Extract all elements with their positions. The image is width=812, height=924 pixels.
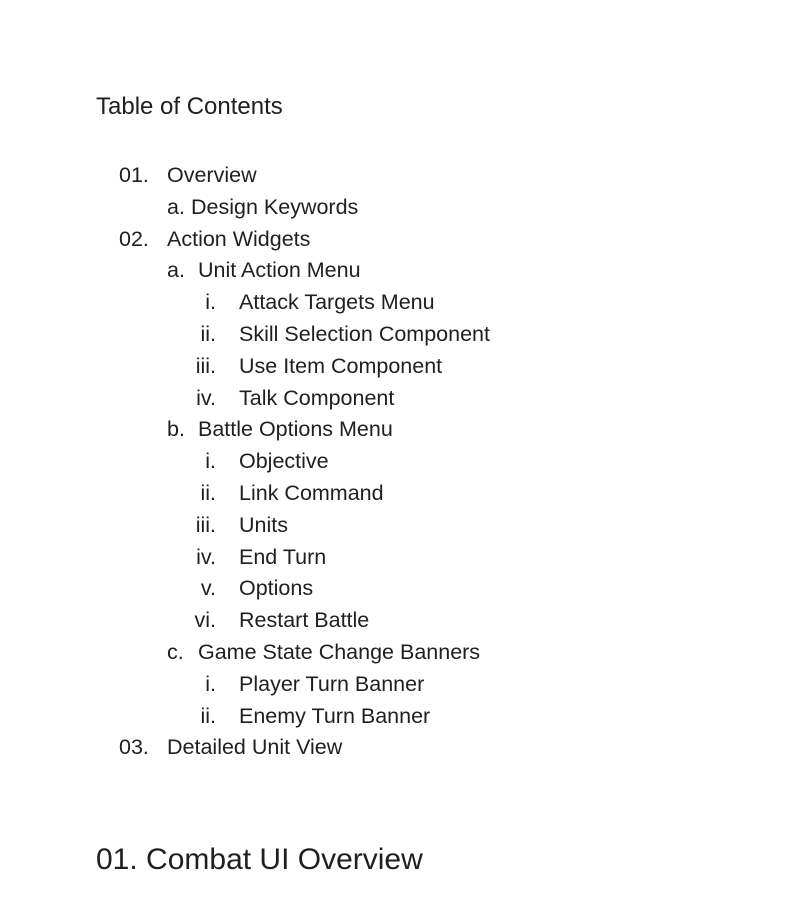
toc-item-link[interactable]: End Turn (239, 544, 327, 569)
toc-item-number: ii. (200, 703, 216, 728)
toc-item-link[interactable]: Link Command (239, 480, 384, 505)
toc-item-number: iv. (196, 544, 216, 569)
toc-item-link[interactable]: Options (239, 576, 314, 601)
toc-item-link[interactable]: Use Item Component (239, 353, 443, 378)
toc-item-number: vi. (194, 608, 216, 633)
toc-item-number: iii. (195, 353, 216, 378)
toc-item-number: 01. (119, 163, 149, 187)
toc-item-link[interactable]: Battle Options Menu (198, 417, 393, 442)
toc-item-number: a. (167, 258, 185, 283)
toc-item-link[interactable]: Objective (239, 449, 329, 474)
toc-item-link[interactable]: Player Turn Banner (239, 671, 425, 696)
toc-item-link[interactable]: Restart Battle (239, 608, 370, 633)
section-heading: 01. Combat UI Overview (96, 843, 423, 876)
toc-item-link[interactable]: Skill Selection Component (239, 321, 490, 346)
toc-item-number: iv. (196, 385, 216, 410)
toc-item-link[interactable]: Overview (167, 163, 257, 187)
toc-item-number: iii. (195, 512, 216, 537)
toc-item-number: v. (200, 576, 216, 601)
toc-item-number: c. (167, 639, 184, 664)
toc-item-number: ii. (200, 321, 216, 346)
toc-item-number: a. (167, 194, 185, 219)
toc-item-number: 02. (119, 226, 149, 251)
toc-item-link[interactable]: Game State Change Banners (198, 639, 481, 664)
toc-item-link[interactable]: Units (239, 512, 288, 537)
toc-item-number: ii. (200, 480, 216, 505)
toc-item-link[interactable]: Talk Component (239, 385, 395, 410)
toc-item-number: i. (205, 449, 216, 474)
toc-item-link[interactable]: Unit Action Menu (198, 258, 361, 283)
toc-item-link[interactable]: Enemy Turn Banner (239, 703, 431, 728)
toc-item-link[interactable]: Attack Targets Menu (239, 290, 435, 315)
toc-item-link[interactable]: Action Widgets (167, 226, 311, 251)
toc-item-number: i. (205, 290, 216, 315)
toc-item-number: i. (205, 671, 216, 696)
toc-item-number: b. (167, 417, 185, 442)
toc-item-link[interactable]: Design Keywords (191, 194, 359, 219)
toc-heading: Table of Contents (96, 93, 283, 120)
toc-item-link[interactable]: Detailed Unit View (167, 735, 343, 760)
toc-item-number: 03. (119, 735, 149, 760)
